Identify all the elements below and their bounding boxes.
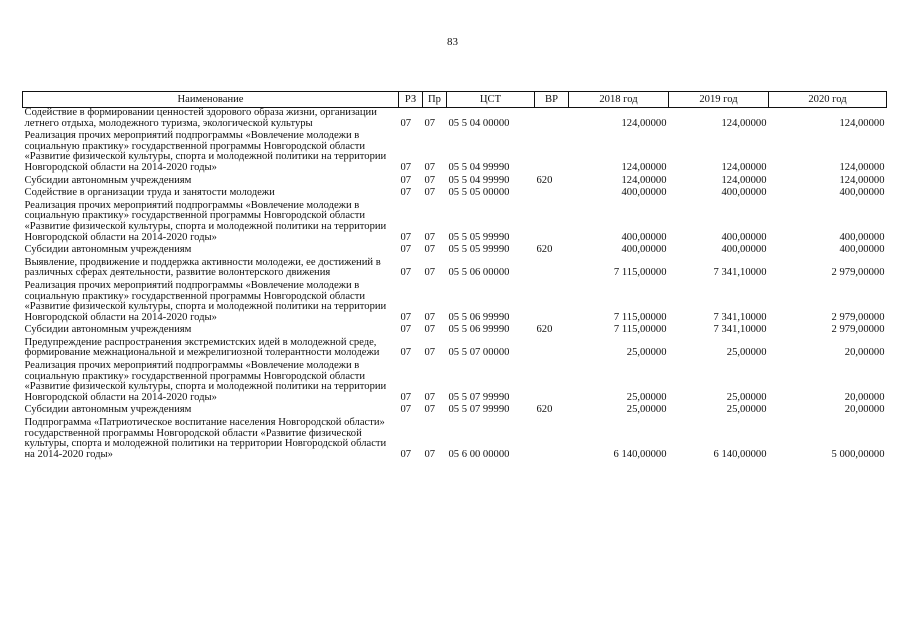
table-row: [23, 325, 887, 338]
row-rz: 07: [400, 267, 412, 279]
row-cst: 05 6 00 00000: [448, 448, 510, 460]
row-vr: [535, 108, 569, 132]
row-2020: 20,00000: [844, 391, 885, 403]
row-cst: 05 5 05 00000: [448, 187, 510, 199]
row-cst: 05 5 06 99990: [448, 311, 510, 323]
row-rz: 07: [400, 161, 412, 173]
row-name: Субсидии автономным учреждениям: [24, 174, 192, 186]
row-pr: 07: [424, 161, 436, 173]
table-body: [23, 108, 887, 463]
row-vr: [535, 418, 569, 462]
row-2020: 2 979,00000: [831, 267, 885, 279]
row-2018: 7 115,00000: [613, 311, 667, 323]
row-cst: 05 5 07 99990: [448, 404, 510, 416]
header-vr: ВР: [535, 92, 569, 108]
row-pr: 07: [424, 404, 436, 416]
row-name: Содействие в организации труда и занятости молодежи: [24, 187, 275, 199]
row-pr: 07: [424, 244, 436, 256]
table-row: [23, 338, 887, 361]
row-name: Субсидии автономным учреждениям: [24, 404, 192, 416]
row-name: Субсидии автономным учреждениям: [24, 244, 192, 256]
row-2020: 2 979,00000: [831, 311, 885, 323]
row-2018: 6 140,00000: [613, 448, 667, 460]
header-2019: 2019 год: [669, 92, 769, 108]
header-2020: 2020 год: [769, 92, 887, 108]
row-2020: 124,00000: [839, 161, 885, 173]
row-pr: 07: [424, 324, 436, 336]
row-cst: 05 5 04 99990: [448, 161, 510, 173]
row-2019: 25,00000: [726, 404, 767, 416]
header-cst: ЦСТ: [447, 92, 535, 108]
row-vr: [535, 201, 569, 245]
row-2018: 7 115,00000: [613, 267, 667, 279]
row-cst: 05 5 06 00000: [448, 267, 510, 279]
table-row: [23, 258, 887, 281]
row-pr: 07: [424, 448, 436, 460]
row-pr: 07: [424, 391, 436, 403]
table-row: [23, 245, 887, 258]
row-vr: [535, 338, 569, 361]
row-2019: 7 341,10000: [713, 267, 767, 279]
row-rz: 07: [400, 231, 412, 243]
row-vr: [535, 361, 569, 405]
budget-table: [22, 91, 887, 462]
row-2018: 25,00000: [626, 347, 667, 359]
row-pr: 07: [424, 311, 436, 323]
row-pr: 07: [424, 347, 436, 359]
row-2019: 124,00000: [721, 117, 767, 129]
row-2020: 2 979,00000: [831, 324, 885, 336]
row-2018: 400,00000: [621, 231, 667, 243]
row-vr: 620: [536, 324, 553, 336]
header-name: Наименование: [23, 92, 399, 108]
row-2019: 124,00000: [721, 174, 767, 186]
row-vr: [535, 258, 569, 281]
row-2019: 6 140,00000: [713, 448, 767, 460]
table-row: [23, 188, 887, 201]
row-name: Содействие в формировании ценностей здорового образа жизни, организации летнего отдыха, молодежного туризма, экологической культуры: [24, 107, 377, 129]
row-2019: 400,00000: [721, 187, 767, 199]
row-name: Реализация прочих мероприятий подпрограммы «Вовлечение молодежи в социальную практику» государственной программы Новгородской области «Развитие физической культуры, спорта и молодежной политики на территории Новгородской области на 2014-2020 годы»: [24, 199, 387, 243]
row-name: Субсидии автономным учреждениям: [24, 324, 192, 336]
row-2018: 25,00000: [626, 404, 667, 416]
row-2019: 7 341,10000: [713, 324, 767, 336]
row-rz: 07: [400, 174, 412, 186]
row-rz: 07: [400, 404, 412, 416]
row-2018: 124,00000: [621, 117, 667, 129]
row-2018: 124,00000: [621, 174, 667, 186]
row-2018: 25,00000: [626, 391, 667, 403]
row-2020: 20,00000: [844, 404, 885, 416]
row-pr: 07: [424, 231, 436, 243]
row-vr: [535, 188, 569, 201]
row-rz: 07: [400, 324, 412, 336]
row-cst: 05 5 07 00000: [448, 347, 510, 359]
table-row: [23, 418, 887, 462]
page-number: 83: [447, 36, 458, 48]
table-row: [23, 361, 887, 405]
row-vr: [535, 131, 569, 175]
row-2019: 124,00000: [721, 161, 767, 173]
row-vr: 620: [536, 174, 553, 186]
row-vr: [535, 281, 569, 325]
row-2018: 400,00000: [621, 187, 667, 199]
row-cst: 05 5 05 99990: [448, 244, 510, 256]
row-2020: 400,00000: [839, 187, 885, 199]
row-pr: 07: [424, 187, 436, 199]
row-vr: 620: [536, 404, 553, 416]
row-name: Реализация прочих мероприятий подпрограммы «Вовлечение молодежи в социальную практику» государственной программы Новгородской области «Развитие физической культуры, спорта и молодежной политики на территории Новгородской области на 2014-2020 годы»: [24, 360, 387, 403]
row-cst: 05 5 04 99990: [448, 174, 510, 186]
row-rz: 07: [400, 347, 412, 359]
row-rz: 07: [400, 117, 412, 129]
row-pr: 07: [424, 267, 436, 279]
row-2020: 20,00000: [844, 347, 885, 359]
row-2019: 7 341,10000: [713, 311, 767, 323]
row-name: Предупреждение распространения экстремистских идей в молодежной среде, формирование межнациональной и межрелигиозной толерантности молодежи: [24, 336, 380, 359]
row-2020: 400,00000: [839, 244, 885, 256]
row-rz: 07: [400, 244, 412, 256]
row-rz: 07: [400, 448, 412, 460]
row-2018: 400,00000: [621, 244, 667, 256]
row-cst: 05 5 07 99990: [448, 391, 510, 403]
row-pr: 07: [424, 174, 436, 186]
table-row: [23, 131, 887, 175]
row-2019: 400,00000: [721, 231, 767, 243]
row-2019: 400,00000: [721, 244, 767, 256]
row-rz: 07: [400, 391, 412, 403]
row-rz: 07: [400, 187, 412, 199]
row-2020: 5 000,00000: [831, 448, 885, 460]
table-header-row: [23, 92, 887, 108]
row-name: Реализация прочих мероприятий подпрограммы «Вовлечение молодежи в социальную практику» государственной программы Новгородской области «Развитие физической культуры, спорта и молодежной политики на территории Новгородской области на 2014-2020 годы»: [24, 279, 387, 323]
row-name: Подпрограмма «Патриотическое воспитание населения Новгородской области» государственной программы Новгородской области «Развитие физической культуры, спорта и молодежной политики на территории Новгородской области на 2014-2020 годы»: [24, 417, 387, 460]
table-row: [23, 201, 887, 245]
row-2018: 124,00000: [621, 161, 667, 173]
row-vr: 620: [536, 244, 553, 256]
header-2018: 2018 год: [569, 92, 669, 108]
table-row: [23, 108, 887, 132]
header-pr: Пр: [423, 92, 447, 108]
row-2018: 7 115,00000: [613, 324, 667, 336]
table-row: [23, 281, 887, 325]
row-cst: 05 5 05 99990: [448, 231, 510, 243]
row-name: Реализация прочих мероприятий подпрограммы «Вовлечение молодежи в социальную практику» государственной программы Новгородской области «Развитие физической культуры, спорта и молодежной политики на территории Новгородской области на 2014-2020 годы»: [24, 130, 387, 173]
row-2020: 124,00000: [839, 174, 885, 186]
row-name: Выявление, продвижение и поддержка активности молодежи, ее достижений в различных сферах деятельности, развитие волонтерского движения: [24, 256, 381, 279]
row-cst: 05 5 06 99990: [448, 324, 510, 336]
row-2020: 400,00000: [839, 231, 885, 243]
row-2019: 25,00000: [726, 347, 767, 359]
row-rz: 07: [400, 311, 412, 323]
header-rz: РЗ: [399, 92, 423, 108]
row-2020: 124,00000: [839, 117, 885, 129]
row-2019: 25,00000: [726, 391, 767, 403]
row-pr: 07: [424, 117, 436, 129]
row-cst: 05 5 04 00000: [448, 117, 510, 129]
